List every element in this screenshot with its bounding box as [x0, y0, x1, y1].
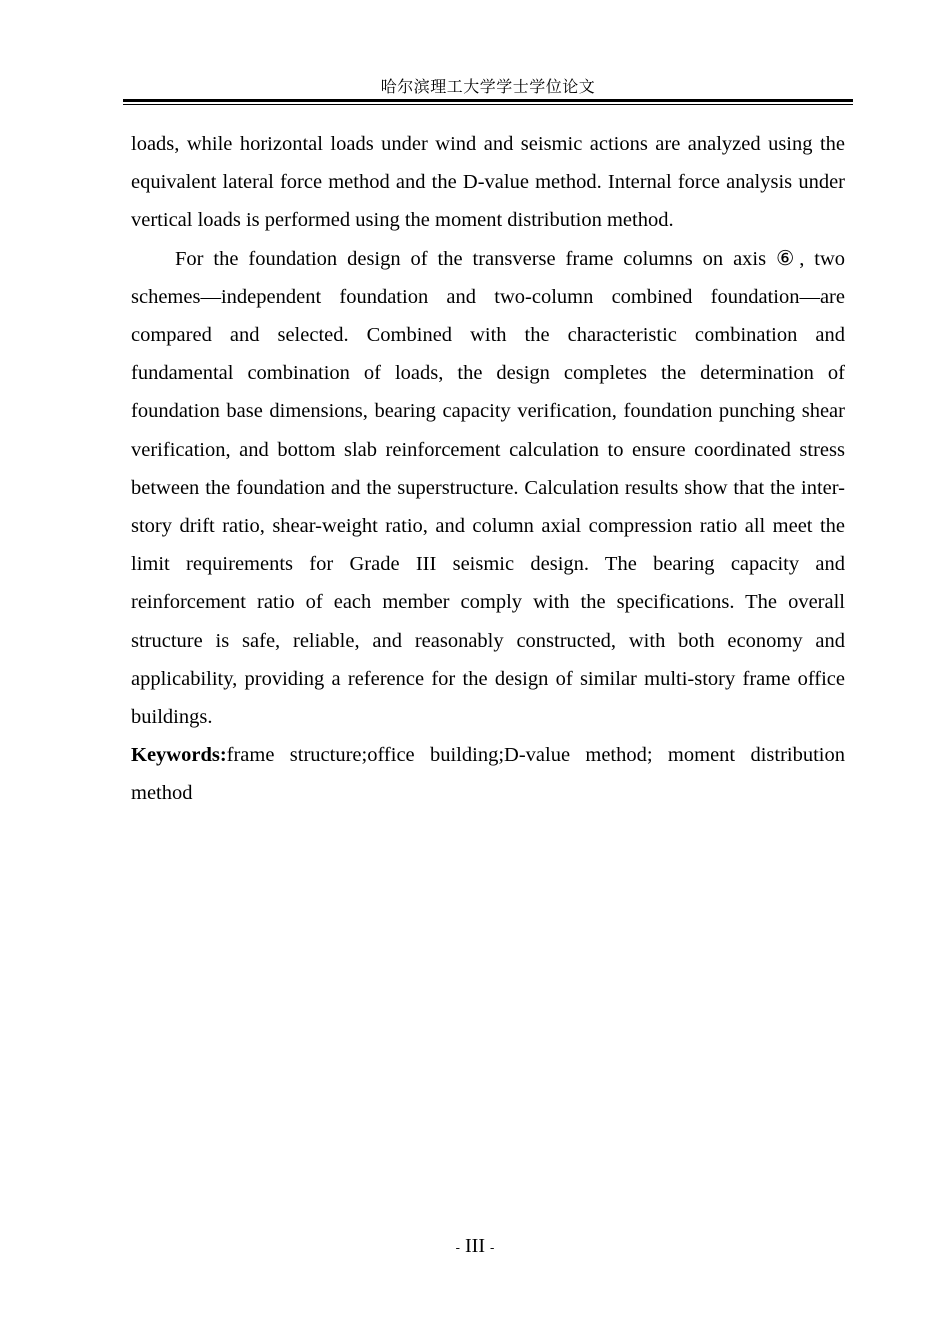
- paragraph-continued: loads, while horizontal loads under wind and seismic actions are analyzed using the equivalent lateral force method and the D-value method. Internal force analysis under vertical loads is performed using the moment distribution method.: [131, 133, 845, 232]
- keywords-label: Keywords:: [131, 744, 227, 767]
- page-number: III: [465, 1235, 485, 1257]
- footer-dash-right: -: [489, 1239, 495, 1255]
- abstract-body: [131, 125, 845, 813]
- keywords-text: frame structure;office building;D-value method; moment distribution method: [131, 744, 845, 805]
- footer-dash-left: -: [455, 1239, 460, 1255]
- page-footer: [0, 1234, 950, 1259]
- paragraph-foundation-design: For the foundation design of the transverse frame columns on axis ⑥, two schemes—independent foundation and two-column combined foundation—are compared and selected. Combined with the characteristic combination and fundamental combination of loads, the design completes the determination of foundation base dimensions, bearing capacity verification, foundation punching shear verification, and bottom slab reinforcement calculation to ensure coordinated stress between the foundation and the superstructure. Calculation results show that the inter-story drift ratio, shear-weight ratio, and column axial compression ratio all meet the limit requirements for Grade III seismic design. The bearing capacity and reinforcement ratio of each member comply with the specifications. The overall structure is safe, reliable, and reasonably constructed, with both economy and applicability, providing a reference for the design of similar multi-story frame office buildings.: [131, 247, 845, 729]
- running-header: 哈尔滨理工大学学士学位论文: [380, 79, 596, 96]
- header-rule-thin: [123, 104, 853, 105]
- header-rule-thick: [123, 99, 853, 102]
- keywords-line: [131, 736, 845, 812]
